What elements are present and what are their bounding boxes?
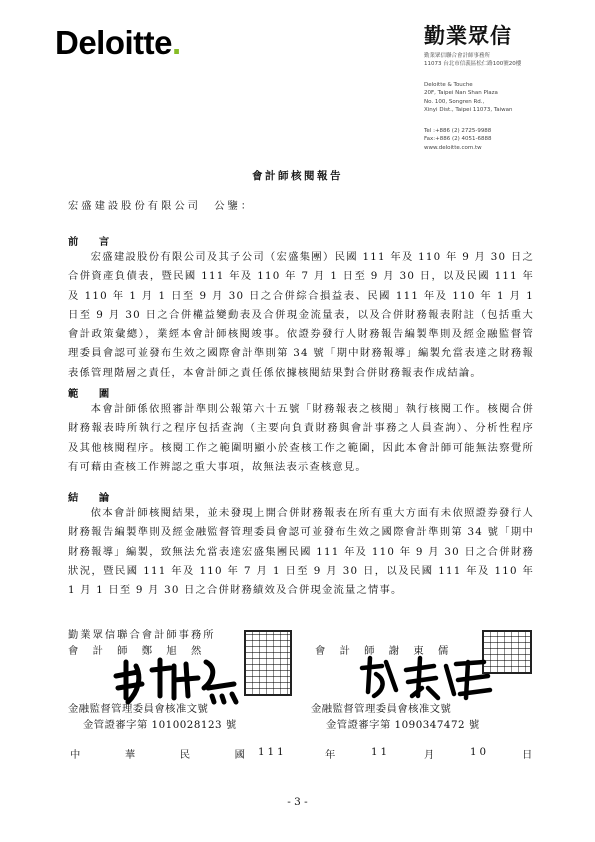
section-body-scope <box>68 400 534 477</box>
section-heading-conclusion: 結 論 <box>68 492 110 504</box>
address-line: Deloitte & Touche <box>424 82 473 88</box>
page-number: - 3 - <box>287 796 308 808</box>
date-year-unit: 年 <box>325 749 336 761</box>
address-line: 11073 台北市信義區松仁路100號20樓 <box>424 61 522 68</box>
address-line: 勤業眾信聯合會計師事務所 <box>424 53 491 59</box>
section-body-foreword <box>68 248 534 383</box>
report-title: 會計師核閱報告 <box>252 170 343 182</box>
date-month: 11 <box>371 746 391 758</box>
date-year: 111 <box>258 746 287 758</box>
paragraph: 宏盛建設股份有限公司及其子公司（宏盛集團）民國 111 年及 110 年 9 月 30 日之合併資產負債表，暨民國 111 年及 110 年 7 月 1 日至 9 月 30 日，以及民國 111 年及 110 年 1 月 1 日至 9 月 30 日之合併綜合損益表、民國 111 年及 110 年 1 月 1 日至 9 月 30 日之合併權益變動表及合併現金流量表，以及合併財務報表附註（包括重大會計政策彙總），業經本會計師核閱竣事。依證券發行人財務報告編製準則及經金融監督管理委員會認可並發布生效之國際會計準則第 34 號「期中財務報導」編製允當表達之財務報表係管理階層之責任，本會計師之責任係依據核閱結果對合併財務報表作成結論。 <box>68 251 534 379</box>
website-line: www.deloitte.com.tw <box>424 144 482 151</box>
section-body-conclusion <box>68 504 534 600</box>
firm-signature-name: 勤業眾信聯合會計師事務所 <box>68 629 216 641</box>
date-era: 中 華 民 國 <box>70 749 253 761</box>
paragraph: 本會計師係依照審計準則公報第六十五號「財務報表之核閱」執行核閱工作。核閱合併財務報表時所執行之程序包括查詢（主要向負責財務與會計事務之人員查詢）、分析性程序及其他核閱程序。核閱工作之範圍明顯小於查核工作之範圍，因此本會計師可能無法察覺所有可藉由查核工作辨認之重大事項，故無法表示查核意見。 <box>68 403 534 473</box>
date-month-unit: 月 <box>424 749 435 761</box>
section-heading-scope: 範 圍 <box>68 388 110 400</box>
contact-block <box>424 127 492 152</box>
cpa-right-label: 會 計 師 謝 東 儒 <box>315 645 451 657</box>
deloitte-logo: Deloitte. <box>55 24 181 61</box>
section-heading-foreword: 前 言 <box>68 236 110 248</box>
address-line: No. 100, Songren Rd., <box>424 98 485 105</box>
date-day: 10 <box>470 746 490 758</box>
firm-name-short: 勤業眾信 <box>424 24 512 48</box>
handwritten-signature-right <box>356 650 496 702</box>
address-block-en <box>424 81 513 114</box>
tel-line: Tel :+886 (2) 2725-9988 <box>424 128 492 134</box>
approval-left-1: 金融監督管理委員會核准文號 <box>68 703 209 715</box>
address-line: 20F, Taipei Nan Shan Plaza <box>424 90 498 97</box>
address-block-zh <box>424 52 521 69</box>
address-line: Xinyi Dist., Taipei 11073, Taiwan <box>424 106 513 113</box>
cpa-left-label: 會 計 師 鄭 旭 然 <box>68 645 204 657</box>
seal-stamp-left <box>244 630 292 696</box>
addressee: 宏盛建設股份有限公司 公鑒： <box>68 200 255 212</box>
approval-left-2: 金管證審字第 1010028123 號 <box>83 719 237 731</box>
date-day-unit: 日 <box>522 749 533 761</box>
fax-line: Fax:+886 (2) 4051-6888 <box>424 136 492 143</box>
paragraph: 依本會計師核閱結果，並未發現上開合併財務報表在所有重大方面有未依照證券發行人財務報告編製準則及經金融監督管理委員會認可並發布生效之國際會計準則第 34 號「期中財務報導」編製，致無法允當表達宏盛集團民國 111 年及 110 年 9 月 30 日之合併財務狀況，暨民國 111 年及 110 年 7 月 1 日至 9 月 30 日，以及民國 111 年及 110 年 1 月 1 日至 9 月 30 日之合併財務績效及合併現金流量之情事。 <box>68 507 534 597</box>
handwritten-signature-left <box>108 648 248 708</box>
approval-right-2: 金管證審字第 1090347472 號 <box>326 719 480 731</box>
approval-right-1: 金融監督管理委員會核准文號 <box>311 703 452 715</box>
